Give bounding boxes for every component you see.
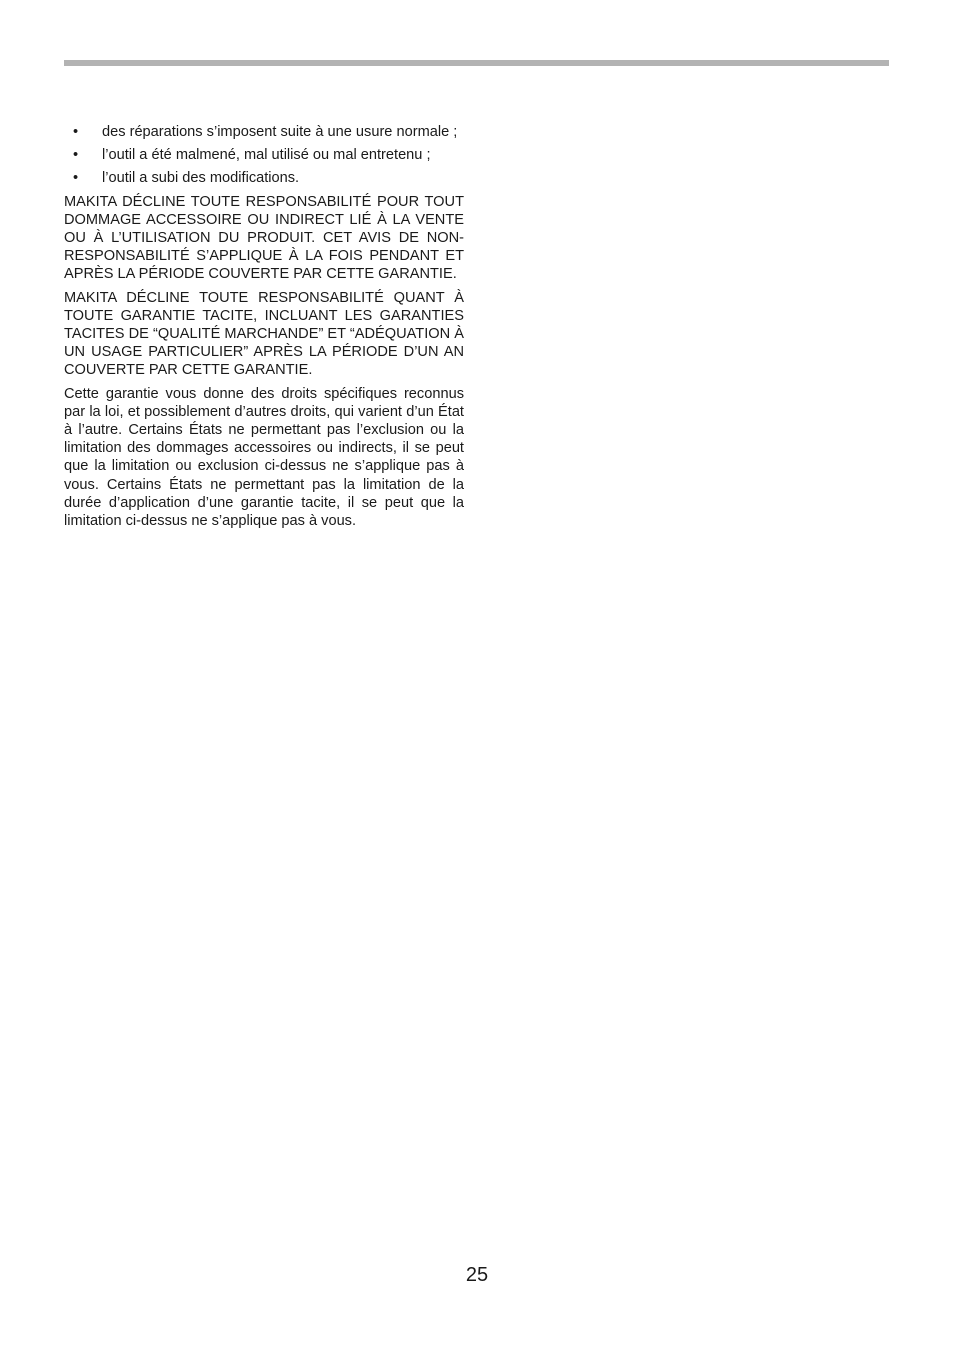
list-item-text: des réparations s’imposent suite à une usure normale ; bbox=[102, 124, 458, 140]
bullet-list bbox=[64, 123, 464, 188]
list-item bbox=[64, 123, 464, 141]
list-item bbox=[64, 169, 464, 187]
list-item bbox=[64, 146, 464, 164]
implied-warranty-paragraph: MAKITA DÉCLINE TOUTE RESPONSABILITÉ QUANT À TOUTE GARANTIE TACITE, INCLUANT LES GARANTIES TACITES DE “QUALITÉ MARCHANDE” ET “ADÉQUATION À UN USAGE PARTICULIER” APRÈS LA PÉRIODE D’UN AN COUVERTE PAR CETTE GARANTIE. bbox=[64, 289, 464, 379]
list-item-text: l’outil a été malmené, mal utilisé ou mal entretenu ; bbox=[102, 147, 431, 164]
disclaimer-paragraph: MAKITA DÉCLINE TOUTE RESPONSABILITÉ POUR TOUT DOMMAGE ACCESSOIRE OU INDIRECT LIÉ À LA VENTE OU À L’UTILISATION DU PRODUIT. CET AVIS DE NON-RESPONSABILITÉ S’APPLIQUE À LA FOIS PENDANT ET APRÈS LA PÉRIODE COUVERTE PAR CETTE GARANTIE. bbox=[64, 193, 464, 283]
bullet-icon: • bbox=[73, 147, 79, 164]
legal-rights-paragraph: Cette garantie vous donne des droits spécifiques reconnus par la loi, et possiblement d’autres droits, qui varient d’un État à l’autre. Certains États ne permettant pas l’exclusion ou la limitation des dommages accessoires ou indirects, il se peut que la limitation ou exclusion ci-dessus ne s’applique pas à vous. Certains États ne permettant pas la limitation de la durée d’application d’une garantie tacite, il se peut que la limitation ci-dessus ne s’applique pas à vous. bbox=[64, 385, 464, 530]
list-item-text: l’outil a subi des modifications. bbox=[102, 170, 300, 187]
bullet-icon: • bbox=[73, 170, 79, 187]
text-column bbox=[64, 123, 464, 535]
bullet-icon: • bbox=[73, 124, 79, 140]
header-rule bbox=[64, 60, 889, 66]
page-number: 25 bbox=[465, 1264, 489, 1286]
